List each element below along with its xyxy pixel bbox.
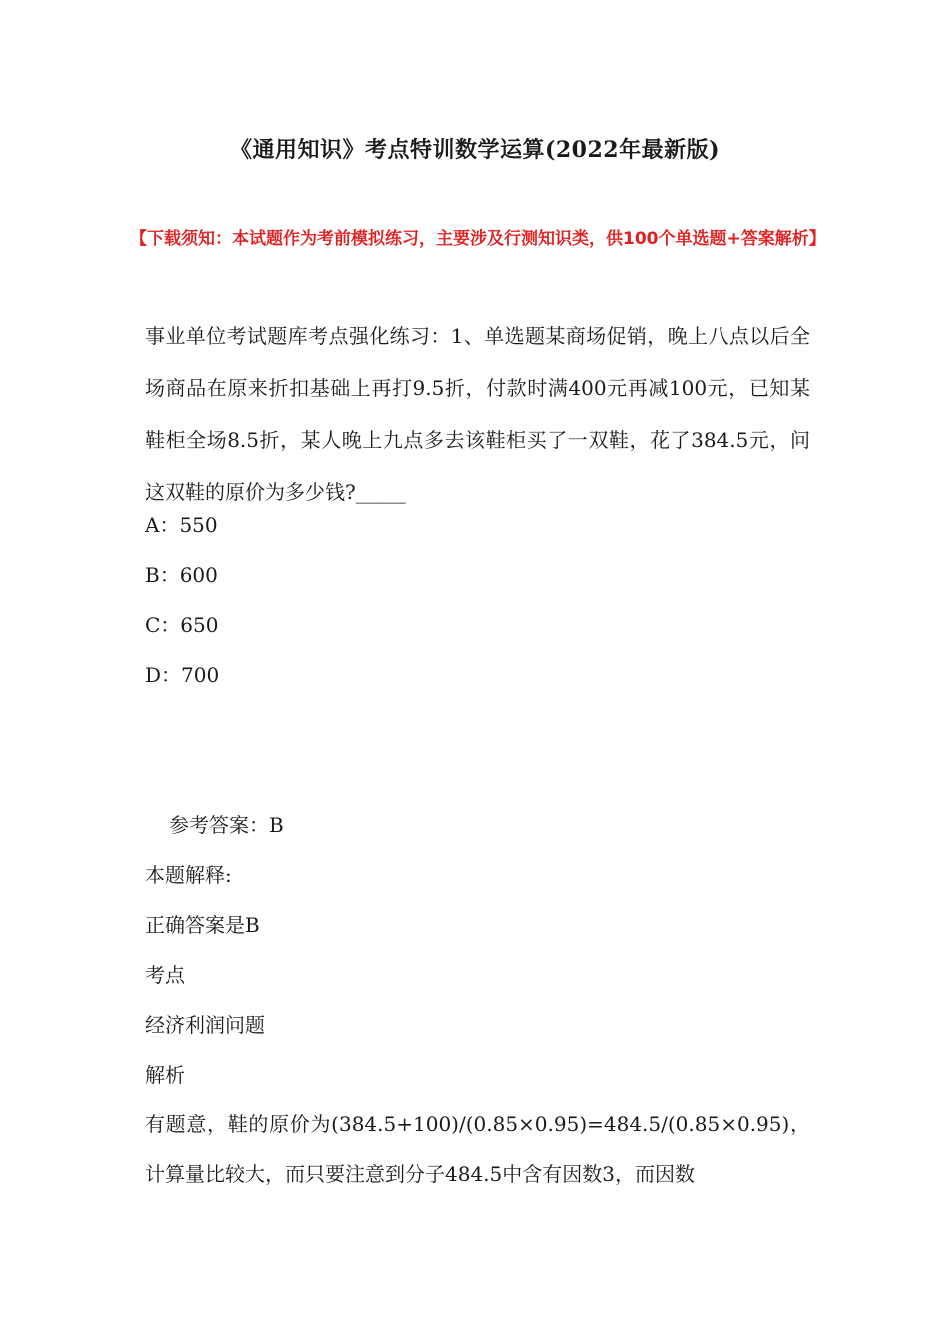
analysis-label: 解析 xyxy=(145,1063,185,1087)
key-point-label: 考点 xyxy=(145,963,185,987)
option-d: D：700 xyxy=(145,663,220,687)
document-title: 《通用知识》考点特训数学运算(2022年最新版) xyxy=(229,137,721,163)
reference-answer: 参考答案：B xyxy=(169,813,284,837)
correct-answer: 正确答案是B xyxy=(145,913,260,937)
key-point: 经济利润问题 xyxy=(145,1013,265,1037)
download-notice: 【下载须知：本试题作为考前模拟练习，主要涉及行测知识类，供100个单选题+答案解析】 xyxy=(130,229,826,249)
option-b: B：600 xyxy=(145,563,218,587)
answer-section xyxy=(145,800,810,1100)
option-c: C：650 xyxy=(145,613,219,637)
question-text: 事业单位考试题库考点强化练习：1、单选题某商场促销，晚上八点以后全场商品在原来折扣基础上再打9.5折，付款时满400元再减100元，已知某鞋柜全场8.5折，某人晚上九点多去该鞋柜买了一双鞋，花了384.5元，问这双鞋的原价为多少钱?_____ xyxy=(145,324,810,504)
analysis-text: 有题意，鞋的原价为(384.5+100)/(0.85×0.95)=484.5/(0.85×0.95)，计算量比较大，而只要注意到分子484.5中含有因数3，而因数 xyxy=(145,1112,810,1186)
explanation-heading: 本题解释: xyxy=(145,863,232,887)
options-list xyxy=(145,500,810,700)
option-a: A：550 xyxy=(145,513,218,537)
